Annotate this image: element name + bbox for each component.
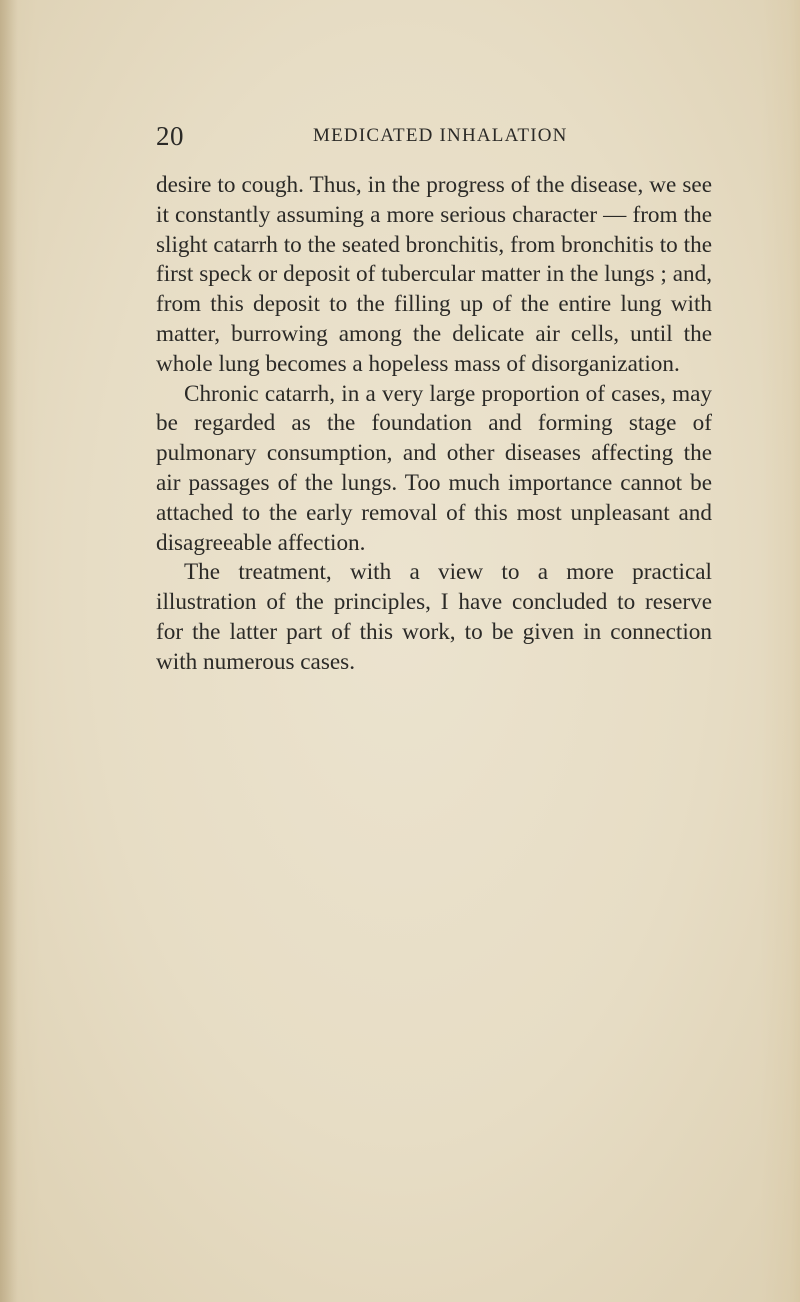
page-gutter-shadow: [0, 0, 18, 1302]
paragraph-chronic-catarrh: Chronic catarrh, in a very large proportion of cases, may be regarded as the foundation and forming stage of pulmonary consumption, and other diseases affecting the air passages of the lungs. Too much importance cannot be attached to the early removal of this most unpleasant and disagreeable affection.: [156, 380, 712, 556]
running-head: [156, 121, 716, 151]
running-title: MEDICATED INHALATION: [313, 125, 568, 146]
paragraph-treatment: The treatment, with a view to a more practical illustration of the principles, I have concluded to reserve for the latter part of this work, to be given in connection with numerous cases.: [156, 559, 712, 675]
body-text: [156, 171, 712, 678]
paragraph-continued: desire to cough. Thus, in the progress of the disease, we see it constantly assuming a more serious character — from the slight catarrh to the seated bronchitis, from bronchitis to the first speck or deposit of tubercular matter in the lungs ; and, from this deposit to the filling up of the entire lung with matter, burrowing among the delicate air cells, until the whole lung becomes a hopeless mass of disorganization.: [156, 172, 712, 377]
page-number: 20: [156, 121, 184, 151]
